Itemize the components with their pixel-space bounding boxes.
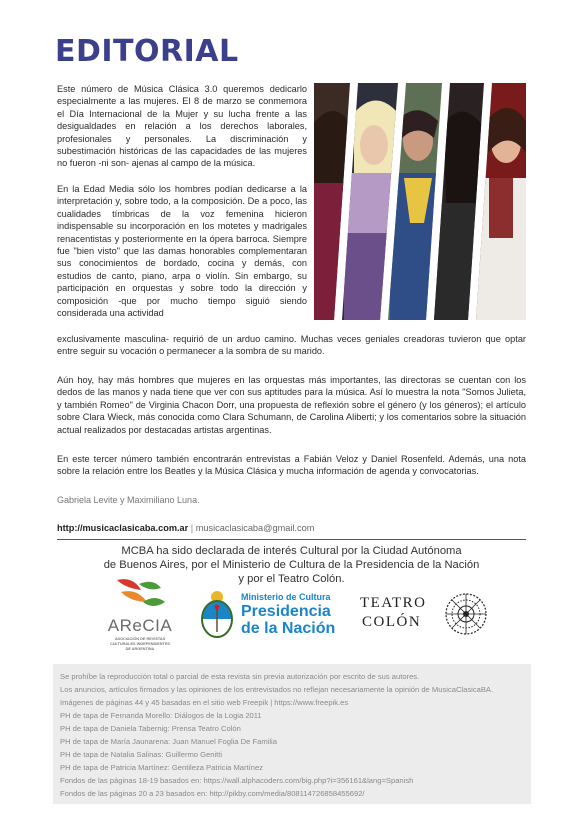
signature: Gabriela Levite y Maximiliano Luna. [57, 495, 200, 505]
paragraph-3: Aún hoy, hay más hombres que mujeres en las orquestas más importantes, las directoras se cuentan con los dedos de las manos y nada tiene que ver con sus aptitudes para la música. Así lo muestra la nota "Somos Julieta, y también Romeo" de Virginia Chacon Dorr, una propuesta de reflexión sobre el género (y los géneros); el artículo sobre Clara Wieck, más conocida como Clara Schumann, de Carolina Aliberti; y los comentarios sobre la situación actual realizados por destacadas artistas argentinas. [57, 375, 526, 435]
footer-line: PH de tapa de Natalia Salinas: Guillermo Genitti [60, 750, 223, 759]
argentina-coat-of-arms-icon [198, 588, 236, 640]
footer-line: Fondos de las páginas 20 a 23 basados en: http://pikby.com/media/808114726858455692/ [60, 789, 365, 798]
teatro-colon-logo: TEATRO COLÓN [360, 592, 490, 642]
divider [57, 539, 526, 540]
arecia-logo: AReCIA ASOCIACIÓN DE REVISTAS CULTURALES INDEPENDIENTES DE ARGENTINA [95, 576, 185, 656]
footer-line: Se prohíbe la reproducción total o parcial de esta revista sin previa autorización por escrito de sus autores. [60, 672, 420, 681]
cover-photo-collage [314, 83, 526, 320]
ministerio-cultura-logo: Ministerio de Cultura Presidencia de la Nación [198, 588, 343, 643]
footer-line: PH de tapa de Fernanda Morello: Diálogos de la Logia 2011 [60, 711, 262, 720]
footer-credits [53, 664, 531, 804]
email-link[interactable]: musicaclasicaba@gmail.com [195, 523, 315, 533]
paragraph-2: En la Edad Media sólo los hombres podían dedicarse a la interpretación y, sobre todo, a la composición. De a poco, las cualidades tímbricas de la voz femenina hicieron indispensable su incorporación en los motetes y madrigales renacentistas y posteriormente en la ópera barroca. Siempre fue "bien visto" que las damas honorables complementaran sus conocimientos de bordado, cocina y demás, con estudios de canto, piano, arpa o violín. Sin embargo, su participación en orquestas y sobre todo la dirección y composición -que por mucho tiempo siguió siendo considerada una actividad [57, 184, 307, 319]
footer-line: Fondos de las páginas 18-19 basados en: https://wall.alphacoders.com/big.php?i=356161&lang=Spanish [60, 776, 414, 785]
page-title: EDITORIAL [55, 34, 239, 69]
theatre-ornament-icon [444, 592, 488, 636]
contact-links [57, 523, 314, 533]
link-separator: | [190, 523, 194, 533]
paragraph-1: Este número de Música Clásica 3.0 queremos dedicarlo especialmente a las mujeres. El 8 de marzo se conmemora el Día Internacional de la Mujer y su lucha frente a las desigualdades en relación a los derechos laborales, profesionales y personales. La discriminación y subestimación históricas de las capacidades de las mujeres no fueron -ni son- ajenas al campo de la música. [57, 84, 307, 169]
footer-line: Imágenes de páginas 44 y 45 basadas en el sitio web Freepik | https://www.freepik.es [60, 698, 349, 707]
website-link[interactable]: http://musicaclasicaba.com.ar [57, 523, 189, 533]
paragraph-2-continued: exclusivamente masculina- requirió de un arduo camino. Muchas veces geniales creadoras tuvieron que optar entre seguir su vocación o permanecer a la sombra de su marido. [57, 334, 526, 357]
footer-line: PH de tapa de Patricia Martínez: Gentileza Patricia Martínez [60, 763, 264, 772]
paragraph-4: En este tercer número también encontrarán entrevistas a Fabián Veloz y Daniel Rosenfeld. Además, una nota sobre la relación entre los Beatles y la Música Clásica y mucha información de agenda y convocatorias. [57, 454, 526, 477]
footer-line: PH de tapa de Daniela Tabernig: Prensa Teatro Colón [60, 724, 241, 733]
declaration: MCBA ha sido declarada de interés Cultural por la Ciudad Autónoma de Buenos Aires, por el Ministerio de Cultura de la Presidencia de la Nación y por el Teatro Colón. [103, 545, 480, 585]
footer-line: Los anuncios, artículos firmados y las opiniones de los entrevistados no reflejan necesariamente la opinión de MusicaClasicaBA. [60, 685, 494, 694]
footer-line: PH de tapa de María Jaunarena: Juan Manuel Foglia De Familia [60, 737, 277, 746]
